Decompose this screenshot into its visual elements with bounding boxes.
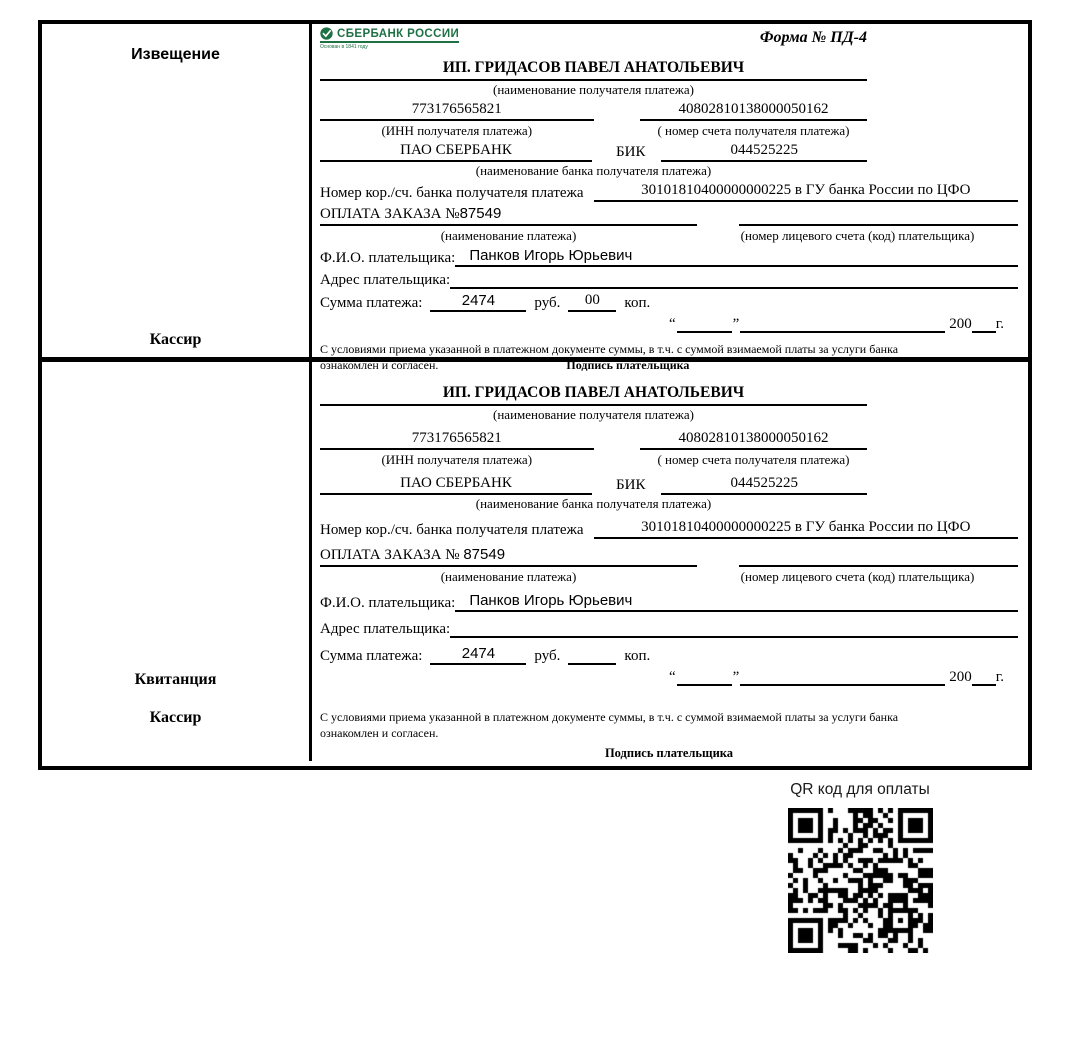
sberbank-logo: [320, 27, 459, 50]
notice-section: [42, 24, 1028, 372]
date-century: 200: [949, 316, 972, 332]
qr-payment-block: [784, 781, 936, 953]
sum-label: Сумма платежа:: [320, 648, 423, 664]
payer-address-value: [450, 619, 1018, 638]
bank-name-value: ПАО СБЕРБАНК: [320, 475, 592, 495]
inn-value: 773176565821: [320, 101, 594, 121]
qr-code: [788, 808, 933, 953]
account-value: 40802810138000050162: [640, 430, 867, 450]
account-caption: ( номер счета получателя платежа): [657, 452, 850, 467]
notice-stub: [42, 24, 312, 357]
date-year-suffix: г.: [995, 316, 1004, 332]
recipient-caption: (наименование получателя платежа): [493, 82, 694, 97]
personal-account-caption: (номер лицевого счета (код) плательщика): [740, 569, 975, 584]
payer-name-value: Панков Игорь Юрьевич: [455, 592, 1018, 612]
receipt-cashier-label: Кассир: [149, 709, 202, 726]
date-day-line: [677, 319, 732, 333]
kop-label: коп.: [624, 648, 651, 664]
bank-caption: (наименование банка получателя платежа): [475, 496, 712, 511]
date-year-line: [972, 672, 996, 686]
payer-name-label: Ф.И.О. плательщика:: [320, 595, 456, 611]
order-number: 87549: [459, 205, 502, 222]
date-quote-close: ”: [732, 316, 740, 332]
corr-account-value: 30101810400000000225 в ГУ банка России по ЦФО: [594, 182, 1018, 202]
sberbank-icon: [320, 27, 333, 40]
payer-address-label: Адрес плательщика:: [320, 272, 451, 288]
inn-caption: (ИНН получателя платежа): [381, 123, 533, 138]
terms-line2: ознакомлен и согласен.: [320, 357, 439, 372]
date-quote-close: ”: [732, 669, 740, 685]
signature-label: Подпись плательщика: [604, 745, 734, 760]
payment-name-label: ОПЛАТА ЗАКАЗА №: [320, 547, 460, 563]
account-value: 40802810138000050162: [640, 101, 867, 121]
payment-form-pd4: [38, 20, 1032, 770]
date-line: [320, 312, 1004, 333]
notice-title: Извещение: [131, 46, 220, 63]
date-quote-open: “: [668, 316, 676, 332]
terms-line1: С условиями приема указанной в платежном документе суммы, в т.ч. с суммой взимаемой платы за услуги банка: [320, 710, 899, 724]
date-month-line: [740, 319, 945, 333]
account-caption: ( номер счета получателя платежа): [657, 123, 850, 138]
date-month-line: [740, 672, 945, 686]
sum-value: 2474: [430, 292, 526, 312]
personal-account-line: [739, 208, 1018, 226]
payment-caption: (наименование платежа): [440, 228, 577, 243]
personal-account-line: [739, 549, 1018, 567]
payer-name-value: Панков Игорь Юрьевич: [455, 247, 1018, 267]
order-number: 87549: [463, 546, 506, 563]
recipient-name: ИП. ГРИДАСОВ ПАВЕЛ АНАТОЛЬЕВИЧ: [320, 59, 867, 81]
date-day-line: [677, 672, 732, 686]
inn-caption: (ИНН получателя платежа): [381, 452, 533, 467]
form-number: Форма № ПД-4: [759, 29, 867, 46]
bik-value: 044525225: [661, 475, 867, 495]
qr-label: QR код для оплаты: [790, 781, 930, 798]
payment-name-value: [320, 205, 697, 226]
payer-address-label: Адрес плательщика:: [320, 621, 451, 637]
kopecks-value: 00: [568, 292, 616, 312]
kopecks-value: [568, 646, 616, 665]
date-year-line: [972, 319, 996, 333]
payment-name-value: [320, 546, 697, 567]
payment-name-label: ОПЛАТА ЗАКАЗА №: [320, 206, 460, 222]
corr-account-value: 30101810400000000225 в ГУ банка России по ЦФО: [594, 519, 1018, 539]
bik-value: 044525225: [661, 142, 867, 162]
bank-caption: (наименование банка получателя платежа): [475, 163, 712, 178]
sberbank-logo-text: СБЕРБАНК РОССИИ: [337, 27, 460, 40]
signature-label: Подпись плательщика: [566, 357, 690, 372]
corr-account-label: Номер кор./сч. банка получателя платежа: [320, 522, 584, 538]
corr-account-label: Номер кор./сч. банка получателя платежа: [320, 185, 584, 201]
terms-line1: С условиями приема указанной в платежном документе суммы, в т.ч. с суммой взимаемой платы за услуги банка: [320, 342, 899, 356]
bank-name-value: ПАО СБЕРБАНК: [320, 142, 592, 162]
sberbank-logo-subtext: Основан в 1841 году: [320, 44, 368, 50]
kop-label: коп.: [624, 295, 651, 311]
recipient-caption: (наименование получателя платежа): [493, 407, 694, 422]
date-year-suffix: г.: [995, 669, 1004, 685]
payer-name-label: Ф.И.О. плательщика:: [320, 250, 456, 266]
date-quote-open: “: [668, 669, 676, 685]
receipt-content: [312, 362, 1028, 761]
date-line: [320, 665, 1004, 686]
sum-label: Сумма платежа:: [320, 295, 423, 311]
receipt-section: [42, 362, 1028, 761]
rub-label: руб.: [534, 648, 561, 664]
bik-label: БИК: [616, 144, 646, 160]
sum-value: 2474: [430, 645, 526, 665]
receipt-title: Квитанция: [134, 671, 217, 688]
notice-cashier-label: Кассир: [149, 331, 202, 348]
receipt-stub: [42, 362, 312, 761]
notice-content: [312, 24, 1028, 372]
recipient-name: ИП. ГРИДАСОВ ПАВЕЛ АНАТОЛЬЕВИЧ: [320, 384, 867, 406]
terms-text: [320, 710, 1018, 761]
payer-address-value: [450, 270, 1018, 289]
bik-label: БИК: [616, 477, 646, 493]
personal-account-caption: (номер лицевого счета (код) плательщика): [740, 228, 975, 243]
date-century: 200: [949, 669, 972, 685]
inn-value: 773176565821: [320, 430, 594, 450]
rub-label: руб.: [534, 295, 561, 311]
terms-line2: ознакомлен и согласен.: [320, 725, 439, 740]
payment-caption: (наименование платежа): [440, 569, 577, 584]
